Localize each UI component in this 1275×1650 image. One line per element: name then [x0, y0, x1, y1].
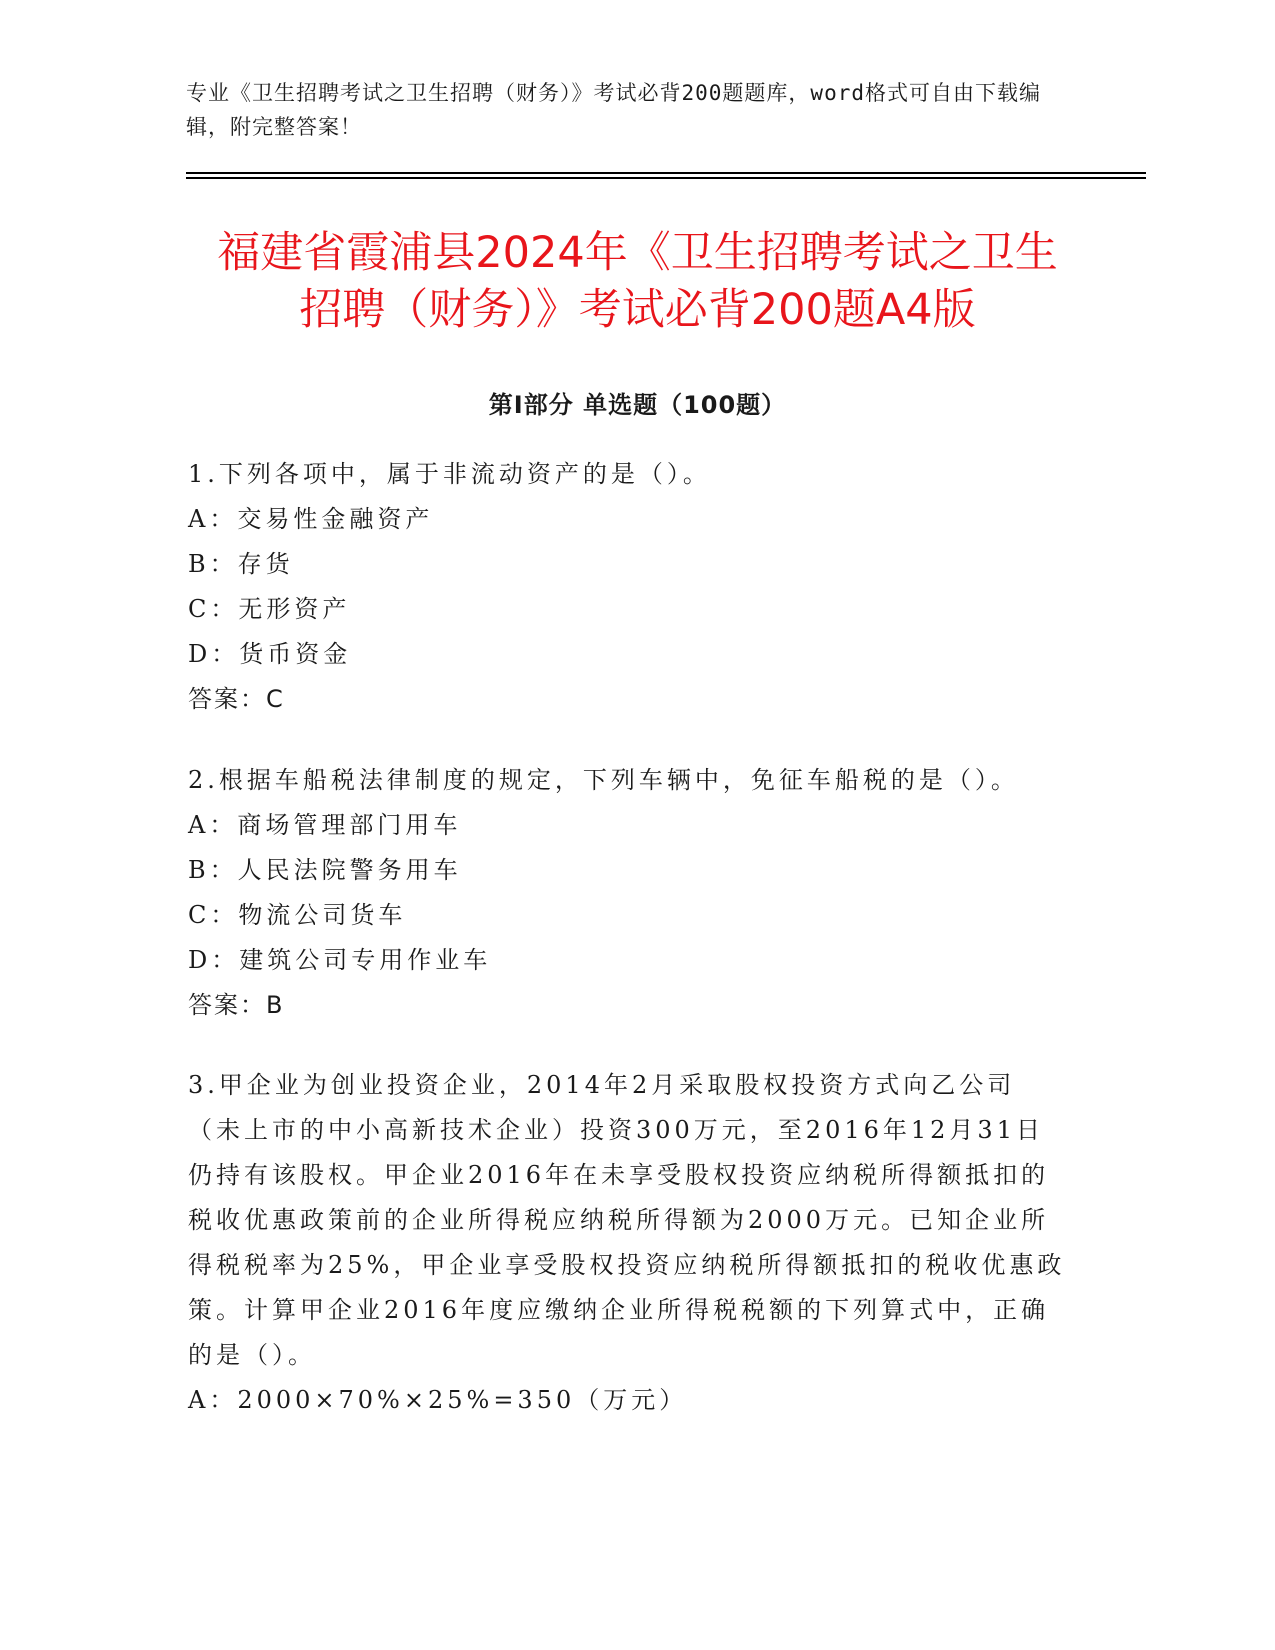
title-line-1: 福建省霞浦县2024年《卫生招聘考试之卫生 [217, 228, 1058, 278]
question-stem: 1.下列各项中，属于非流动资产的是（）。 [188, 460, 711, 488]
question-2 [188, 758, 1068, 1028]
option-d: D：建筑公司专用作业车 [188, 946, 492, 974]
option-c: C：无形资产 [188, 595, 351, 623]
answer-value: C [266, 685, 284, 713]
document-title [150, 225, 1125, 339]
section-heading: 第Ⅰ部分 单选题（100题） [488, 391, 787, 419]
answer-line [188, 983, 1068, 1028]
question-stem: 3.甲企业为创业投资企业，2014年2月采取股权投资方式向乙公司（未上市的中小高新技术企业）投资300万元，至2016年12月31日仍持有该股权。甲企业2016年在未享受股权投资应纳税所得额抵扣的税收优惠政策前的企业所得税应纳税所得额为2000万元。已知企业所得税税率为25%，甲企业享受股权投资应纳税所得额抵扣的税收优惠政策。计算甲企业2016年度应缴纳企业所得税税额的下列算式中，正确的是（）。 [188, 1071, 1066, 1369]
title-line-2: 招聘（财务）》考试必背200题A4版 [299, 285, 976, 335]
question-3 [188, 1063, 1068, 1423]
header-divider-line [186, 172, 1146, 174]
option-b: B：存货 [188, 550, 294, 578]
answer-label: 答案： [188, 685, 266, 713]
option-d: D：货币资金 [188, 640, 352, 668]
question-1 [188, 452, 1068, 722]
option-a: A：2000×70%×25%=350（万元） [188, 1386, 688, 1414]
header-note: 专业《卫生招聘考试之卫生招聘（财务）》考试必背200题题库，word格式可自由下载编辑，附完整答案！ [186, 81, 1041, 139]
option-a: A：交易性金融资产 [188, 505, 434, 533]
option-a: A：商场管理部门用车 [188, 811, 462, 839]
answer-line [188, 677, 1068, 722]
option-b: B：人民法院警务用车 [188, 856, 462, 884]
answer-label: 答案： [188, 991, 266, 1019]
answer-value: B [266, 991, 284, 1019]
question-stem: 2.根据车船税法律制度的规定，下列车辆中，免征车船税的是（）。 [188, 766, 1019, 794]
header-divider-line-2 [186, 177, 1146, 179]
option-c: C：物流公司货车 [188, 901, 407, 929]
